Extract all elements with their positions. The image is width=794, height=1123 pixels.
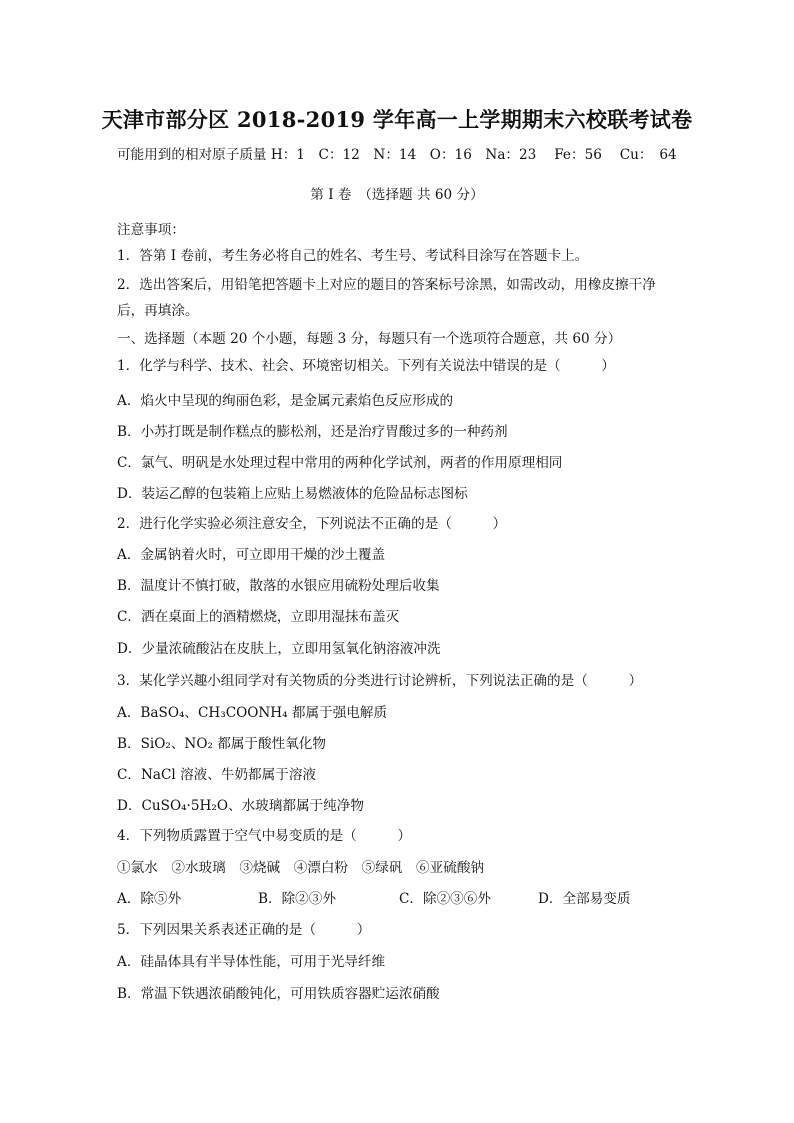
- question-1-option-a: A．焰火中呈现的绚丽色彩，是金属元素焰色反应形成的: [117, 393, 454, 409]
- note-2: 2．选出答案后，用铅笔把答题卡上对应的题目的答案标号涂黑，如需改动，用橡皮擦干净: [117, 277, 656, 293]
- question-4-option-d: D．全部易变质: [538, 891, 631, 907]
- question-4-options: [117, 890, 630, 908]
- question-1-option-c: C．氯气、明矾是水处理过程中常用的两种化学试剂，两者的作用原理相同: [117, 455, 563, 471]
- question-3-option-c: C．NaCl 溶液、牛奶都属于溶液: [117, 767, 317, 783]
- question-3-option-d: D．CuSO₄·5H₂O、水玻璃都属于纯净物: [117, 798, 364, 814]
- question-5-stem: 5．下列因果关系表述正确的是（ ）: [117, 922, 371, 938]
- question-2-option-d: D．少量浓硫酸沾在皮肤上，立即用氢氧化钠溶液冲洗: [117, 641, 441, 657]
- part-one-heading: 一、选择题（本题 20 个小题，每题 3 分，每题只有一个选项符合题意，共 60 分）: [117, 331, 622, 347]
- question-5-option-b: B．常温下铁遇浓硝酸钝化，可用铁质容器贮运浓硝酸: [117, 986, 440, 1002]
- question-1-stem: 1．化学与科学、技术、社会、环境密切相关。下列有关说法中错误的是（ ）: [117, 358, 616, 374]
- question-4-option-c: C．除②③⑥外: [399, 891, 491, 907]
- question-3-option-b: B．SiO₂、NO₂ 都属于酸性氧化物: [117, 736, 326, 752]
- question-3-option-a: A．BaSO₄、CH₃COONH₄ 都属于强电解质: [117, 705, 388, 721]
- question-4-items: ①氯水 ②水玻璃 ③烧碱 ④漂白粉 ⑤绿矾 ⑥亚硫酸钠: [117, 860, 485, 876]
- notes-heading: 注意事项：: [117, 222, 185, 238]
- question-4-option-b: B．除②③外: [258, 891, 336, 907]
- question-2-stem: 2．进行化学实验必须注意安全，下列说法不正确的是（ ）: [117, 516, 507, 532]
- question-4-stem: 4．下列物质露置于空气中易变质的是（ ）: [117, 828, 412, 844]
- question-2-option-b: B．温度计不慎打破，散落的水银应用硫粉处理后收集: [117, 578, 440, 594]
- question-1-option-d: D．装运乙醇的包装箱上应贴上易燃液体的危险品标志图标: [117, 486, 468, 502]
- exam-title: 天津市部分区 2018-2019 学年高一上学期期末六校联考试卷: [101, 107, 693, 132]
- atomic-masses: 可能用到的相对原子质量 H：1 C：12 N：14 O：16 Na：23 Fe：56 Cu： 64: [117, 147, 677, 163]
- question-5-option-a: A．硅晶体具有半导体性能，可用于光导纤维: [117, 954, 386, 970]
- question-2-option-c: C．洒在桌面上的酒精燃烧，立即用湿抹布盖灭: [117, 609, 400, 625]
- section-title: 第 I 卷 （选择题 共 60 分）: [310, 187, 484, 203]
- question-2-option-a: A．金属钠着火时，可立即用干燥的沙土覆盖: [117, 547, 386, 563]
- question-3-stem: 3．某化学兴趣小组同学对有关物质的分类进行讨论辨析，下列说法正确的是（ ）: [117, 673, 643, 689]
- question-4-option-a: A．除⑤外: [117, 891, 182, 907]
- note-2-continued: 后，再填涂。: [117, 303, 199, 319]
- question-1-option-b: B．小苏打既是制作糕点的膨松剂，还是治疗胃酸过多的一种药剂: [117, 424, 508, 440]
- note-1: 1．答第 I 卷前，考生务必将自己的姓名、考生号、考试科目涂写在答题卡上。: [117, 248, 589, 264]
